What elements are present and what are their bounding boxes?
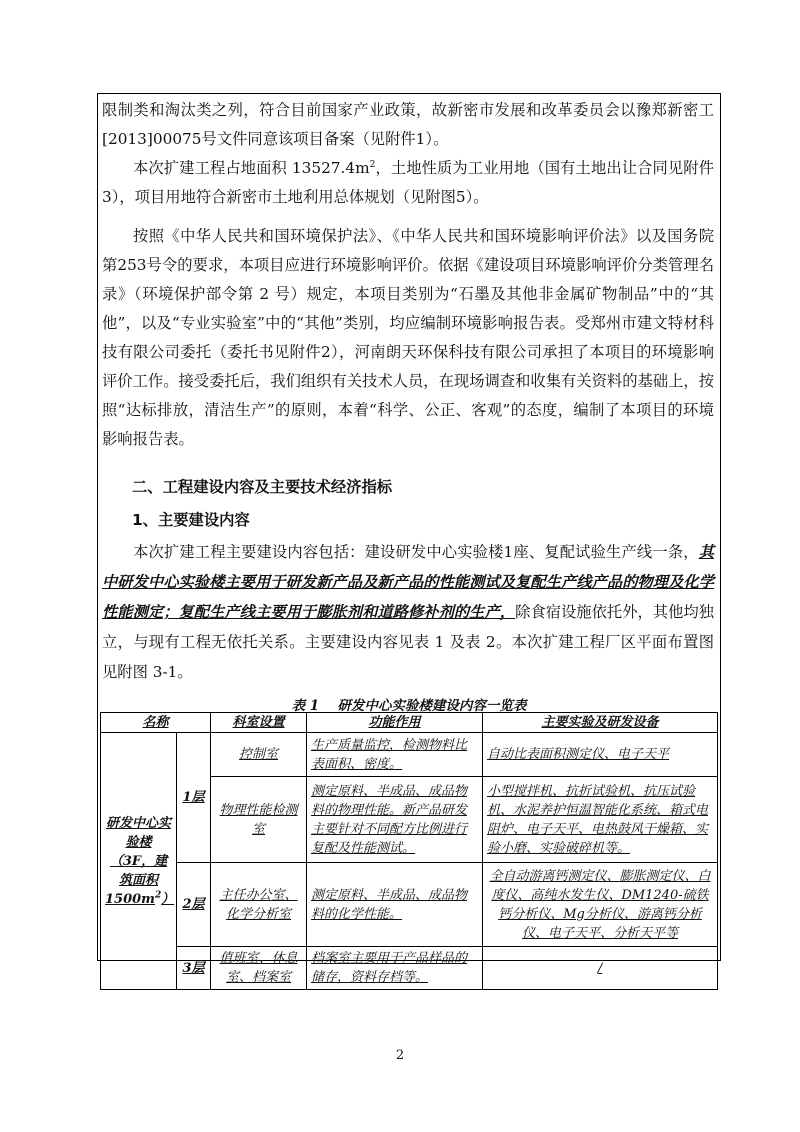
function-cell: 测定原料、半成品、成品物料的化学性能。 — [307, 863, 483, 947]
construction-text-end: 除食宿设施依托外，其他均独立，与现有工程无依托关系。主要建设内容见表 1 及表 2。本次扩建工程厂区平面布置图见附图 3-1。 — [102, 603, 714, 681]
subsection-heading: 1、主要建设内容 — [132, 511, 250, 529]
paragraph-eia-basis: 按照《中华人民共和国环境保护法》、《中华人民共和国环境影响评价法》以及国务院第253号令的要求，本项目应进行环境影响评价。依据《建设项目环境影响评价分类管理名录》（环境保护部令第 2 号）规定，本项目类别为“石墨及其他非金属矿物制品”中的“其他”，以及“专业实验室”中的“其他”类别，均应编制环境影响报告表。受郑州市建文特材科技有限公司委托（委托书见附件2），河南朗天环保科技有限公司承担了本项目的环境影响评价工作。接受委托后，我们组织有关技术人员，在现场调查和收集有关资料的基础上，按照“达标排放，清洁生产”的原则，本着“科学、公正、客观”的态度，编制了本项目的环境影响报告表。 — [102, 227, 714, 448]
function-cell: 测定原料、半成品、成品物料的物理性能。新产品研发主要针对不同配方比例进行复配及性能测试。 — [307, 777, 483, 863]
room-cell: 物理性能检测室 — [211, 777, 307, 863]
header-name: 名称 — [101, 713, 211, 733]
section-heading: 二、工程建设内容及主要技术经济指标 — [132, 478, 393, 496]
table-row — [101, 863, 718, 947]
header-equipment: 主要实验及研发设备 — [483, 713, 718, 733]
equipment-cell: 全自动游离钙测定仪、膨胀测定仪、白度仪、高纯水发生仪、DM1240-硫铁钙分析仪、Mg分析仪、游离钙分析仪、电子天平、分析天平等 — [483, 863, 718, 947]
unit-superscript: 2 — [369, 159, 376, 170]
equipment-cell: 自动比表面积测定仪、电子天平 — [483, 733, 718, 777]
construction-text-emphasis: 其中研发中心实验楼主要用于研发新产品及新产品的性能测试及复配生产线产品的物理及化学性能测定；复配生产线主要用于膨胀剂和道路修补剂的生产， — [102, 543, 714, 621]
equipment-cell: 小型搅拌机、抗折试验机、抗压试验机、水泥养护恒温智能化系统、箱式电阻炉、电子天平、电热鼓风干燥箱、实验小磨、实验破碎机等。 — [483, 777, 718, 863]
paragraph-land-area — [102, 154, 714, 212]
lab-building-table — [100, 712, 718, 990]
building-cell — [101, 733, 177, 990]
floor-cell: 2层 — [177, 863, 211, 947]
table-caption: 表 1 研发中心实验楼建设内容一览表 — [291, 698, 527, 714]
room-cell: 控制室 — [211, 733, 307, 777]
function-cell: 档案室主要用于产品样品的储存，资料存档等。 — [307, 947, 483, 990]
room-cell: 值班室、休息室、档案室 — [211, 947, 307, 990]
table-row — [101, 733, 718, 777]
floor-cell: 1层 — [177, 733, 211, 863]
table-row — [101, 947, 718, 990]
header-room: 科室设置 — [211, 713, 307, 733]
function-cell: 生产质量监控，检测物料比表面积、密度。 — [307, 733, 483, 777]
building-name: 研发中心实验楼（3F，建筑面积1500m — [105, 815, 171, 907]
building-area-superscript: 2 — [154, 890, 162, 901]
construction-text-start: 本次扩建工程主要建设内容包括：建设研发中心实验楼1座、复配试验生产线一条， — [133, 543, 699, 561]
land-area-text: 本次扩建工程占地面积 13527.4m — [133, 159, 370, 177]
page-number: 2 — [395, 1048, 405, 1063]
paragraph-construction-content — [102, 537, 714, 687]
paragraph-industry-policy: 限制类和淘汰类之列，符合目前国家产业政策，故新密市发展和改革委员会以豫郑新密工[2013]00075号文件同意该项目备案（见附件1）。 — [102, 101, 714, 148]
room-cell: 主任办公室、化学分析室 — [211, 863, 307, 947]
header-function: 功能作用 — [307, 713, 483, 733]
building-name-close: ） — [161, 891, 175, 907]
floor-cell: 3层 — [177, 947, 211, 990]
table-header-row — [101, 713, 718, 733]
equipment-cell: / — [483, 947, 718, 990]
land-area-text-rest: ，土地性质为工业用地（国有土地出让合同见附件3），项目用地符合新密市土地利用总体规划（见附图5）。 — [102, 159, 714, 206]
